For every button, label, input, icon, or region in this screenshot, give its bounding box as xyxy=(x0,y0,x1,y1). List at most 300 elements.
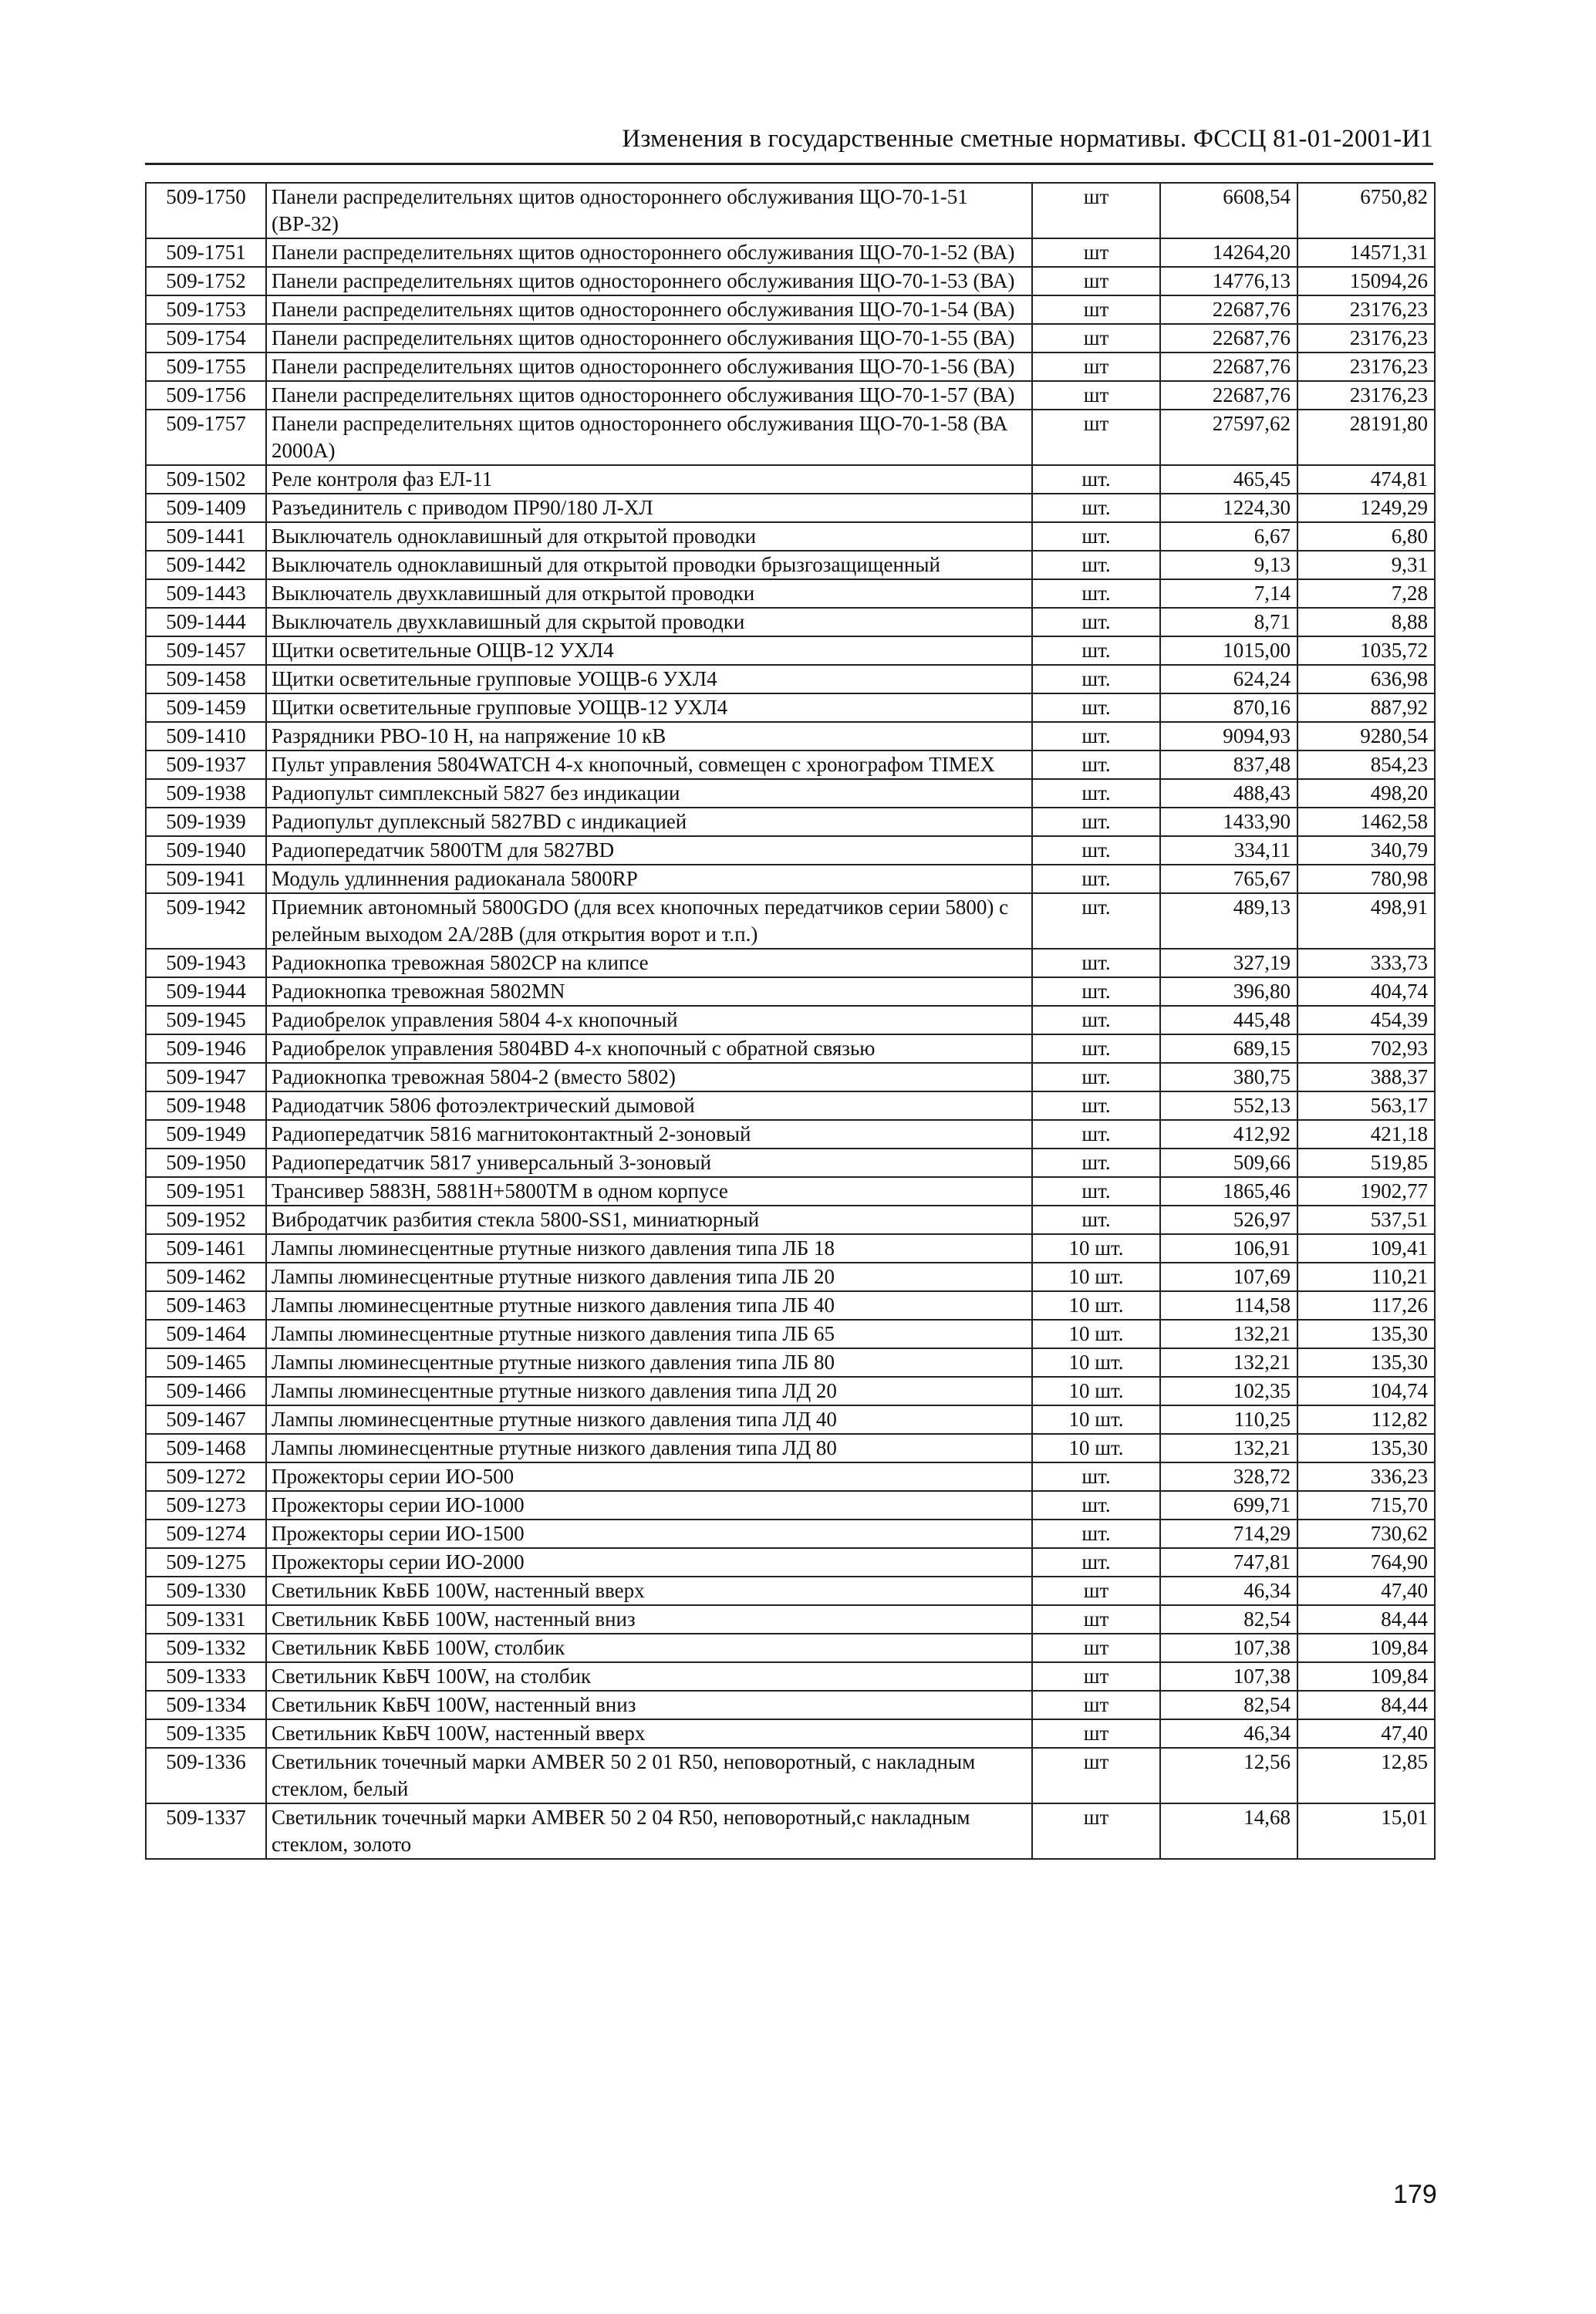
item-price-2: 15094,26 xyxy=(1297,267,1435,295)
price-table-body xyxy=(146,183,1435,1859)
table-row xyxy=(146,1548,1435,1577)
item-name: Радиопередатчик 5817 универсальный 3-зоновый xyxy=(266,1149,1032,1177)
item-code: 509-1458 xyxy=(146,665,266,693)
item-name: Панели распределительнях щитов одностороннего обслуживания ЩО-70-1-56 (ВА) xyxy=(266,352,1032,381)
item-price-2: 84,44 xyxy=(1297,1605,1435,1634)
table-row xyxy=(146,551,1435,579)
item-name: Светильник КвБЧ 100W, настенный вверх xyxy=(266,1719,1032,1748)
item-unit: шт. xyxy=(1032,836,1160,865)
item-name: Трансивер 5883H, 5881H+5800TM в одном корпусе xyxy=(266,1177,1032,1206)
item-unit: шт. xyxy=(1032,494,1160,522)
item-code: 509-1944 xyxy=(146,977,266,1006)
page-header xyxy=(145,122,1433,165)
item-price-1: 488,43 xyxy=(1160,779,1297,808)
item-unit: шт. xyxy=(1032,779,1160,808)
item-unit: шт. xyxy=(1032,551,1160,579)
item-price-1: 110,25 xyxy=(1160,1405,1297,1434)
item-price-1: 106,91 xyxy=(1160,1234,1297,1263)
item-unit: шт. xyxy=(1032,1462,1160,1491)
table-row xyxy=(146,608,1435,636)
item-price-2: 854,23 xyxy=(1297,751,1435,779)
item-code: 509-1335 xyxy=(146,1719,266,1748)
item-price-2: 8,88 xyxy=(1297,608,1435,636)
item-price-1: 327,19 xyxy=(1160,949,1297,977)
item-unit: 10 шт. xyxy=(1032,1263,1160,1291)
item-unit: шт. xyxy=(1032,579,1160,608)
item-code: 509-1752 xyxy=(146,267,266,295)
item-price-2: 421,18 xyxy=(1297,1120,1435,1149)
item-price-1: 396,80 xyxy=(1160,977,1297,1006)
item-price-2: 23176,23 xyxy=(1297,352,1435,381)
table-row xyxy=(146,836,1435,865)
item-price-2: 336,23 xyxy=(1297,1462,1435,1491)
item-unit: шт. xyxy=(1032,977,1160,1006)
item-price-2: 23176,23 xyxy=(1297,381,1435,410)
item-code: 509-1750 xyxy=(146,183,266,238)
item-price-2: 14571,31 xyxy=(1297,238,1435,267)
item-code: 509-1468 xyxy=(146,1434,266,1462)
table-row xyxy=(146,751,1435,779)
item-price-2: 9,31 xyxy=(1297,551,1435,579)
item-price-2: 498,20 xyxy=(1297,779,1435,808)
item-code: 509-1502 xyxy=(146,465,266,494)
table-row xyxy=(146,1034,1435,1063)
item-name: Радиокнопка тревожная 5804-2 (вместо 5802) xyxy=(266,1063,1032,1091)
item-price-2: 28191,80 xyxy=(1297,410,1435,465)
table-row xyxy=(146,1462,1435,1491)
item-name: Светильник точечный марки AMBER 50 2 01 R50, неповоротный, с накладным стеклом, белый xyxy=(266,1748,1032,1803)
item-price-1: 102,35 xyxy=(1160,1377,1297,1405)
item-unit: шт. xyxy=(1032,722,1160,751)
item-price-2: 109,84 xyxy=(1297,1634,1435,1662)
table-row xyxy=(146,1691,1435,1719)
item-price-1: 334,11 xyxy=(1160,836,1297,865)
item-name: Щитки осветительные ОЩВ-12 УХЛ4 xyxy=(266,636,1032,665)
item-price-2: 454,39 xyxy=(1297,1006,1435,1034)
table-row xyxy=(146,1719,1435,1748)
item-name: Панели распределительнях щитов одностороннего обслуживания ЩО-70-1-55 (ВА) xyxy=(266,324,1032,352)
item-unit: шт xyxy=(1032,1803,1160,1859)
item-code: 509-1444 xyxy=(146,608,266,636)
item-unit: шт. xyxy=(1032,865,1160,893)
item-price-2: 15,01 xyxy=(1297,1803,1435,1859)
item-name: Панели распределительнях щитов одностороннего обслуживания ЩО-70-1-52 (ВА) xyxy=(266,238,1032,267)
item-price-2: 135,30 xyxy=(1297,1348,1435,1377)
item-name: Щитки осветительные групповые УОЩВ-6 УХЛ4 xyxy=(266,665,1032,693)
item-code: 509-1466 xyxy=(146,1377,266,1405)
table-row xyxy=(146,1234,1435,1263)
item-price-1: 6,67 xyxy=(1160,522,1297,551)
item-code: 509-1332 xyxy=(146,1634,266,1662)
item-price-2: 563,17 xyxy=(1297,1091,1435,1120)
item-price-1: 132,21 xyxy=(1160,1348,1297,1377)
item-code: 509-1465 xyxy=(146,1348,266,1377)
item-code: 509-1951 xyxy=(146,1177,266,1206)
item-name: Прожекторы серии ИО-2000 xyxy=(266,1548,1032,1577)
item-price-2: 23176,23 xyxy=(1297,324,1435,352)
table-row xyxy=(146,238,1435,267)
item-price-2: 6750,82 xyxy=(1297,183,1435,238)
item-unit: шт xyxy=(1032,1634,1160,1662)
item-price-1: 82,54 xyxy=(1160,1691,1297,1719)
table-row xyxy=(146,1405,1435,1434)
item-unit: 10 шт. xyxy=(1032,1234,1160,1263)
item-code: 509-1947 xyxy=(146,1063,266,1091)
item-price-1: 14264,20 xyxy=(1160,238,1297,267)
item-price-1: 509,66 xyxy=(1160,1149,1297,1177)
item-unit: шт xyxy=(1032,410,1160,465)
item-code: 509-1463 xyxy=(146,1291,266,1320)
item-name: Радиокнопка тревожная 5802CP на клипсе xyxy=(266,949,1032,977)
item-price-1: 1015,00 xyxy=(1160,636,1297,665)
item-price-1: 46,34 xyxy=(1160,1577,1297,1605)
item-name: Лампы люминесцентные ртутные низкого давления типа ЛБ 80 xyxy=(266,1348,1032,1377)
item-unit: шт. xyxy=(1032,1206,1160,1234)
table-row xyxy=(146,1320,1435,1348)
item-price-1: 22687,76 xyxy=(1160,352,1297,381)
item-price-1: 8,71 xyxy=(1160,608,1297,636)
item-code: 509-1272 xyxy=(146,1462,266,1491)
item-price-1: 765,67 xyxy=(1160,865,1297,893)
item-name: Светильник точечный марки AMBER 50 2 04 R50, неповоротный,с накладным стеклом, золото xyxy=(266,1803,1032,1859)
table-row xyxy=(146,779,1435,808)
item-unit: шт. xyxy=(1032,949,1160,977)
item-price-1: 22687,76 xyxy=(1160,381,1297,410)
item-code: 509-1941 xyxy=(146,865,266,893)
item-name: Радиобрелок управления 5804BD 4-х кнопочный с обратной связью xyxy=(266,1034,1032,1063)
table-row xyxy=(146,665,1435,693)
item-unit: шт xyxy=(1032,183,1160,238)
table-row xyxy=(146,267,1435,295)
item-price-1: 132,21 xyxy=(1160,1434,1297,1462)
item-price-1: 1433,90 xyxy=(1160,808,1297,836)
item-price-1: 14776,13 xyxy=(1160,267,1297,295)
table-row xyxy=(146,183,1435,238)
item-name: Радиопульт дуплексный 5827BD с индикацией xyxy=(266,808,1032,836)
item-name: Светильник КвББ 100W, столбик xyxy=(266,1634,1032,1662)
item-name: Вибродатчик разбития стекла 5800-SS1, миниатюрный xyxy=(266,1206,1032,1234)
item-price-2: 109,41 xyxy=(1297,1234,1435,1263)
item-unit: шт xyxy=(1032,381,1160,410)
table-row xyxy=(146,722,1435,751)
table-row xyxy=(146,579,1435,608)
item-name: Радиопульт симплексный 5827 без индикации xyxy=(266,779,1032,808)
item-price-2: 1902,77 xyxy=(1297,1177,1435,1206)
item-price-1: 714,29 xyxy=(1160,1520,1297,1548)
item-name: Панели распределительнях щитов одностороннего обслуживания ЩО-70-1-53 (ВА) xyxy=(266,267,1032,295)
item-price-1: 132,21 xyxy=(1160,1320,1297,1348)
item-code: 509-1755 xyxy=(146,352,266,381)
item-price-1: 837,48 xyxy=(1160,751,1297,779)
item-name: Выключатель двухклавишный для открытой проводки xyxy=(266,579,1032,608)
item-code: 509-1443 xyxy=(146,579,266,608)
table-row xyxy=(146,1348,1435,1377)
item-unit: 10 шт. xyxy=(1032,1434,1160,1462)
table-row xyxy=(146,1577,1435,1605)
item-code: 509-1336 xyxy=(146,1748,266,1803)
item-unit: шт. xyxy=(1032,465,1160,494)
item-name: Панели распределительнях щитов одностороннего обслуживания ЩО-70-1-54 (ВА) xyxy=(266,295,1032,324)
item-price-1: 107,69 xyxy=(1160,1263,1297,1291)
item-price-1: 1865,46 xyxy=(1160,1177,1297,1206)
table-row xyxy=(146,1291,1435,1320)
item-price-1: 526,97 xyxy=(1160,1206,1297,1234)
item-unit: шт. xyxy=(1032,1491,1160,1520)
table-row xyxy=(146,1006,1435,1034)
item-code: 509-1948 xyxy=(146,1091,266,1120)
item-name: Лампы люминесцентные ртутные низкого давления типа ЛД 40 xyxy=(266,1405,1032,1434)
item-price-2: 388,37 xyxy=(1297,1063,1435,1091)
item-price-2: 1249,29 xyxy=(1297,494,1435,522)
item-price-1: 107,38 xyxy=(1160,1662,1297,1691)
item-code: 509-1337 xyxy=(146,1803,266,1859)
table-row xyxy=(146,1748,1435,1803)
item-unit: шт xyxy=(1032,295,1160,324)
item-code: 509-1459 xyxy=(146,693,266,722)
item-price-1: 747,81 xyxy=(1160,1548,1297,1577)
item-price-2: 474,81 xyxy=(1297,465,1435,494)
item-name: Лампы люминесцентные ртутные низкого давления типа ЛД 80 xyxy=(266,1434,1032,1462)
item-unit: шт. xyxy=(1032,665,1160,693)
item-code: 509-1942 xyxy=(146,893,266,949)
item-code: 509-1950 xyxy=(146,1149,266,1177)
item-price-1: 27597,62 xyxy=(1160,410,1297,465)
table-row xyxy=(146,865,1435,893)
item-price-1: 412,92 xyxy=(1160,1120,1297,1149)
item-price-2: 135,30 xyxy=(1297,1434,1435,1462)
table-row xyxy=(146,1491,1435,1520)
item-price-1: 107,38 xyxy=(1160,1634,1297,1662)
item-price-2: 9280,54 xyxy=(1297,722,1435,751)
item-code: 509-1275 xyxy=(146,1548,266,1577)
table-row xyxy=(146,636,1435,665)
item-name: Панели распределительнях щитов одностороннего обслуживания ЩО-70-1-51 (ВР-32) xyxy=(266,183,1032,238)
item-unit: 10 шт. xyxy=(1032,1291,1160,1320)
item-unit: 10 шт. xyxy=(1032,1405,1160,1434)
table-row xyxy=(146,1634,1435,1662)
item-name: Разъединитель с приводом ПР90/180 Л-ХЛ xyxy=(266,494,1032,522)
item-price-2: 498,91 xyxy=(1297,893,1435,949)
item-price-1: 465,45 xyxy=(1160,465,1297,494)
item-name: Прожекторы серии ИО-1500 xyxy=(266,1520,1032,1548)
item-code: 509-1751 xyxy=(146,238,266,267)
item-code: 509-1462 xyxy=(146,1263,266,1291)
item-unit: шт. xyxy=(1032,751,1160,779)
item-code: 509-1274 xyxy=(146,1520,266,1548)
item-name: Выключатель одноклавишный для открытой проводки брызгозащищенный xyxy=(266,551,1032,579)
item-unit: шт. xyxy=(1032,893,1160,949)
table-row xyxy=(146,1605,1435,1634)
item-code: 509-1273 xyxy=(146,1491,266,1520)
page-number: 179 xyxy=(1393,2180,1437,2209)
item-price-2: 109,84 xyxy=(1297,1662,1435,1691)
item-price-1: 699,71 xyxy=(1160,1491,1297,1520)
table-row xyxy=(146,1063,1435,1091)
item-price-2: 1462,58 xyxy=(1297,808,1435,836)
item-name: Панели распределительнях щитов одностороннего обслуживания ЩО-70-1-57 (ВА) xyxy=(266,381,1032,410)
table-row xyxy=(146,522,1435,551)
item-code: 509-1756 xyxy=(146,381,266,410)
item-code: 509-1940 xyxy=(146,836,266,865)
item-unit: шт xyxy=(1032,1748,1160,1803)
item-unit: шт xyxy=(1032,238,1160,267)
item-code: 509-1943 xyxy=(146,949,266,977)
item-name: Лампы люминесцентные ртутные низкого давления типа ЛБ 40 xyxy=(266,1291,1032,1320)
item-name: Радиокнопка тревожная 5802MN xyxy=(266,977,1032,1006)
item-unit: шт. xyxy=(1032,808,1160,836)
item-unit: шт xyxy=(1032,267,1160,295)
item-name: Пульт управления 5804WATCH 4-х кнопочный, совмещен с хронографом TIMEX xyxy=(266,751,1032,779)
item-unit: шт. xyxy=(1032,1177,1160,1206)
item-price-2: 702,93 xyxy=(1297,1034,1435,1063)
item-price-2: 6,80 xyxy=(1297,522,1435,551)
item-name: Прожекторы серии ИО-500 xyxy=(266,1462,1032,1491)
item-name: Лампы люминесцентные ртутные низкого давления типа ЛД 20 xyxy=(266,1377,1032,1405)
item-price-1: 14,68 xyxy=(1160,1803,1297,1859)
item-name: Модуль удлиннения радиоканала 5800RP xyxy=(266,865,1032,893)
item-unit: шт. xyxy=(1032,693,1160,722)
item-unit: шт xyxy=(1032,324,1160,352)
item-price-2: 84,44 xyxy=(1297,1691,1435,1719)
item-name: Реле контроля фаз ЕЛ-11 xyxy=(266,465,1032,494)
table-row xyxy=(146,1120,1435,1149)
item-code: 509-1938 xyxy=(146,779,266,808)
item-unit: шт. xyxy=(1032,1063,1160,1091)
item-price-1: 445,48 xyxy=(1160,1006,1297,1034)
item-price-2: 110,21 xyxy=(1297,1263,1435,1291)
item-price-1: 689,15 xyxy=(1160,1034,1297,1063)
item-code: 509-1442 xyxy=(146,551,266,579)
item-price-1: 22687,76 xyxy=(1160,324,1297,352)
item-name: Выключатель двухклавишный для скрытой проводки xyxy=(266,608,1032,636)
item-unit: шт. xyxy=(1032,608,1160,636)
item-unit: шт xyxy=(1032,1662,1160,1691)
item-name: Радиопередатчик 5816 магнитоконтактный 2-зоновый xyxy=(266,1120,1032,1149)
table-row xyxy=(146,1263,1435,1291)
item-price-2: 47,40 xyxy=(1297,1719,1435,1748)
item-name: Панели распределительнях щитов одностороннего обслуживания ЩО-70-1-58 (ВА 2000А) xyxy=(266,410,1032,465)
item-price-2: 333,73 xyxy=(1297,949,1435,977)
item-name: Светильник КвБЧ 100W, настенный вниз xyxy=(266,1691,1032,1719)
table-row xyxy=(146,893,1435,949)
item-price-1: 1224,30 xyxy=(1160,494,1297,522)
item-unit: шт xyxy=(1032,1691,1160,1719)
item-code: 509-1757 xyxy=(146,410,266,465)
table-row xyxy=(146,1520,1435,1548)
item-price-2: 404,74 xyxy=(1297,977,1435,1006)
item-unit: 10 шт. xyxy=(1032,1320,1160,1348)
table-row xyxy=(146,1177,1435,1206)
item-price-2: 7,28 xyxy=(1297,579,1435,608)
item-price-2: 104,74 xyxy=(1297,1377,1435,1405)
item-price-2: 1035,72 xyxy=(1297,636,1435,665)
item-name: Выключатель одноклавишный для открытой проводки xyxy=(266,522,1032,551)
table-row xyxy=(146,1091,1435,1120)
item-price-2: 47,40 xyxy=(1297,1577,1435,1605)
item-name: Светильник КвБЧ 100W, на столбик xyxy=(266,1662,1032,1691)
item-code: 509-1457 xyxy=(146,636,266,665)
table-row xyxy=(146,808,1435,836)
item-price-2: 112,82 xyxy=(1297,1405,1435,1434)
item-unit: шт xyxy=(1032,1577,1160,1605)
item-code: 509-1461 xyxy=(146,1234,266,1263)
item-unit: шт. xyxy=(1032,1520,1160,1548)
item-name: Щитки осветительные групповые УОЩВ-12 УХЛ4 xyxy=(266,693,1032,722)
item-price-2: 887,92 xyxy=(1297,693,1435,722)
item-name: Светильник КвББ 100W, настенный вверх xyxy=(266,1577,1032,1605)
table-row xyxy=(146,1377,1435,1405)
item-code: 509-1939 xyxy=(146,808,266,836)
item-price-1: 9094,93 xyxy=(1160,722,1297,751)
header-title: Изменения в государственные сметные нормативы. ФССЦ 81-01-2001-И1 xyxy=(622,125,1433,153)
item-price-1: 870,16 xyxy=(1160,693,1297,722)
item-unit: шт. xyxy=(1032,1034,1160,1063)
item-unit: шт. xyxy=(1032,522,1160,551)
item-code: 509-1464 xyxy=(146,1320,266,1348)
item-price-1: 82,54 xyxy=(1160,1605,1297,1634)
item-code: 509-1949 xyxy=(146,1120,266,1149)
item-price-1: 9,13 xyxy=(1160,551,1297,579)
item-price-2: 117,26 xyxy=(1297,1291,1435,1320)
item-code: 509-1467 xyxy=(146,1405,266,1434)
item-code: 509-1946 xyxy=(146,1034,266,1063)
item-name: Лампы люминесцентные ртутные низкого давления типа ЛБ 18 xyxy=(266,1234,1032,1263)
item-unit: шт. xyxy=(1032,636,1160,665)
item-code: 509-1937 xyxy=(146,751,266,779)
item-price-1: 114,58 xyxy=(1160,1291,1297,1320)
item-code: 509-1331 xyxy=(146,1605,266,1634)
item-price-1: 380,75 xyxy=(1160,1063,1297,1091)
item-price-1: 552,13 xyxy=(1160,1091,1297,1120)
item-price-2: 519,85 xyxy=(1297,1149,1435,1177)
item-price-1: 12,56 xyxy=(1160,1748,1297,1803)
price-table xyxy=(145,182,1436,1860)
item-price-1: 46,34 xyxy=(1160,1719,1297,1748)
table-row xyxy=(146,295,1435,324)
item-price-2: 12,85 xyxy=(1297,1748,1435,1803)
item-unit: шт. xyxy=(1032,1548,1160,1577)
item-price-2: 730,62 xyxy=(1297,1520,1435,1548)
item-price-2: 537,51 xyxy=(1297,1206,1435,1234)
item-code: 509-1410 xyxy=(146,722,266,751)
item-unit: шт. xyxy=(1032,1091,1160,1120)
item-unit: шт. xyxy=(1032,1120,1160,1149)
item-unit: шт xyxy=(1032,1719,1160,1748)
item-unit: шт xyxy=(1032,352,1160,381)
item-code: 509-1409 xyxy=(146,494,266,522)
item-code: 509-1441 xyxy=(146,522,266,551)
table-row xyxy=(146,324,1435,352)
item-price-2: 23176,23 xyxy=(1297,295,1435,324)
item-price-2: 764,90 xyxy=(1297,1548,1435,1577)
item-unit: шт. xyxy=(1032,1149,1160,1177)
item-price-1: 489,13 xyxy=(1160,893,1297,949)
table-row xyxy=(146,410,1435,465)
item-code: 509-1753 xyxy=(146,295,266,324)
table-row xyxy=(146,381,1435,410)
item-unit: 10 шт. xyxy=(1032,1377,1160,1405)
item-name: Светильник КвББ 100W, настенный вниз xyxy=(266,1605,1032,1634)
item-price-2: 135,30 xyxy=(1297,1320,1435,1348)
item-name: Приемник автономный 5800GDO (для всех кнопочных передатчиков серии 5800) с релейным выходом 2А/28В (для открытия ворот и т.п.) xyxy=(266,893,1032,949)
item-unit: 10 шт. xyxy=(1032,1348,1160,1377)
item-code: 509-1952 xyxy=(146,1206,266,1234)
item-price-2: 715,70 xyxy=(1297,1491,1435,1520)
item-price-2: 340,79 xyxy=(1297,836,1435,865)
table-row xyxy=(146,1662,1435,1691)
item-price-2: 636,98 xyxy=(1297,665,1435,693)
item-name: Прожекторы серии ИО-1000 xyxy=(266,1491,1032,1520)
